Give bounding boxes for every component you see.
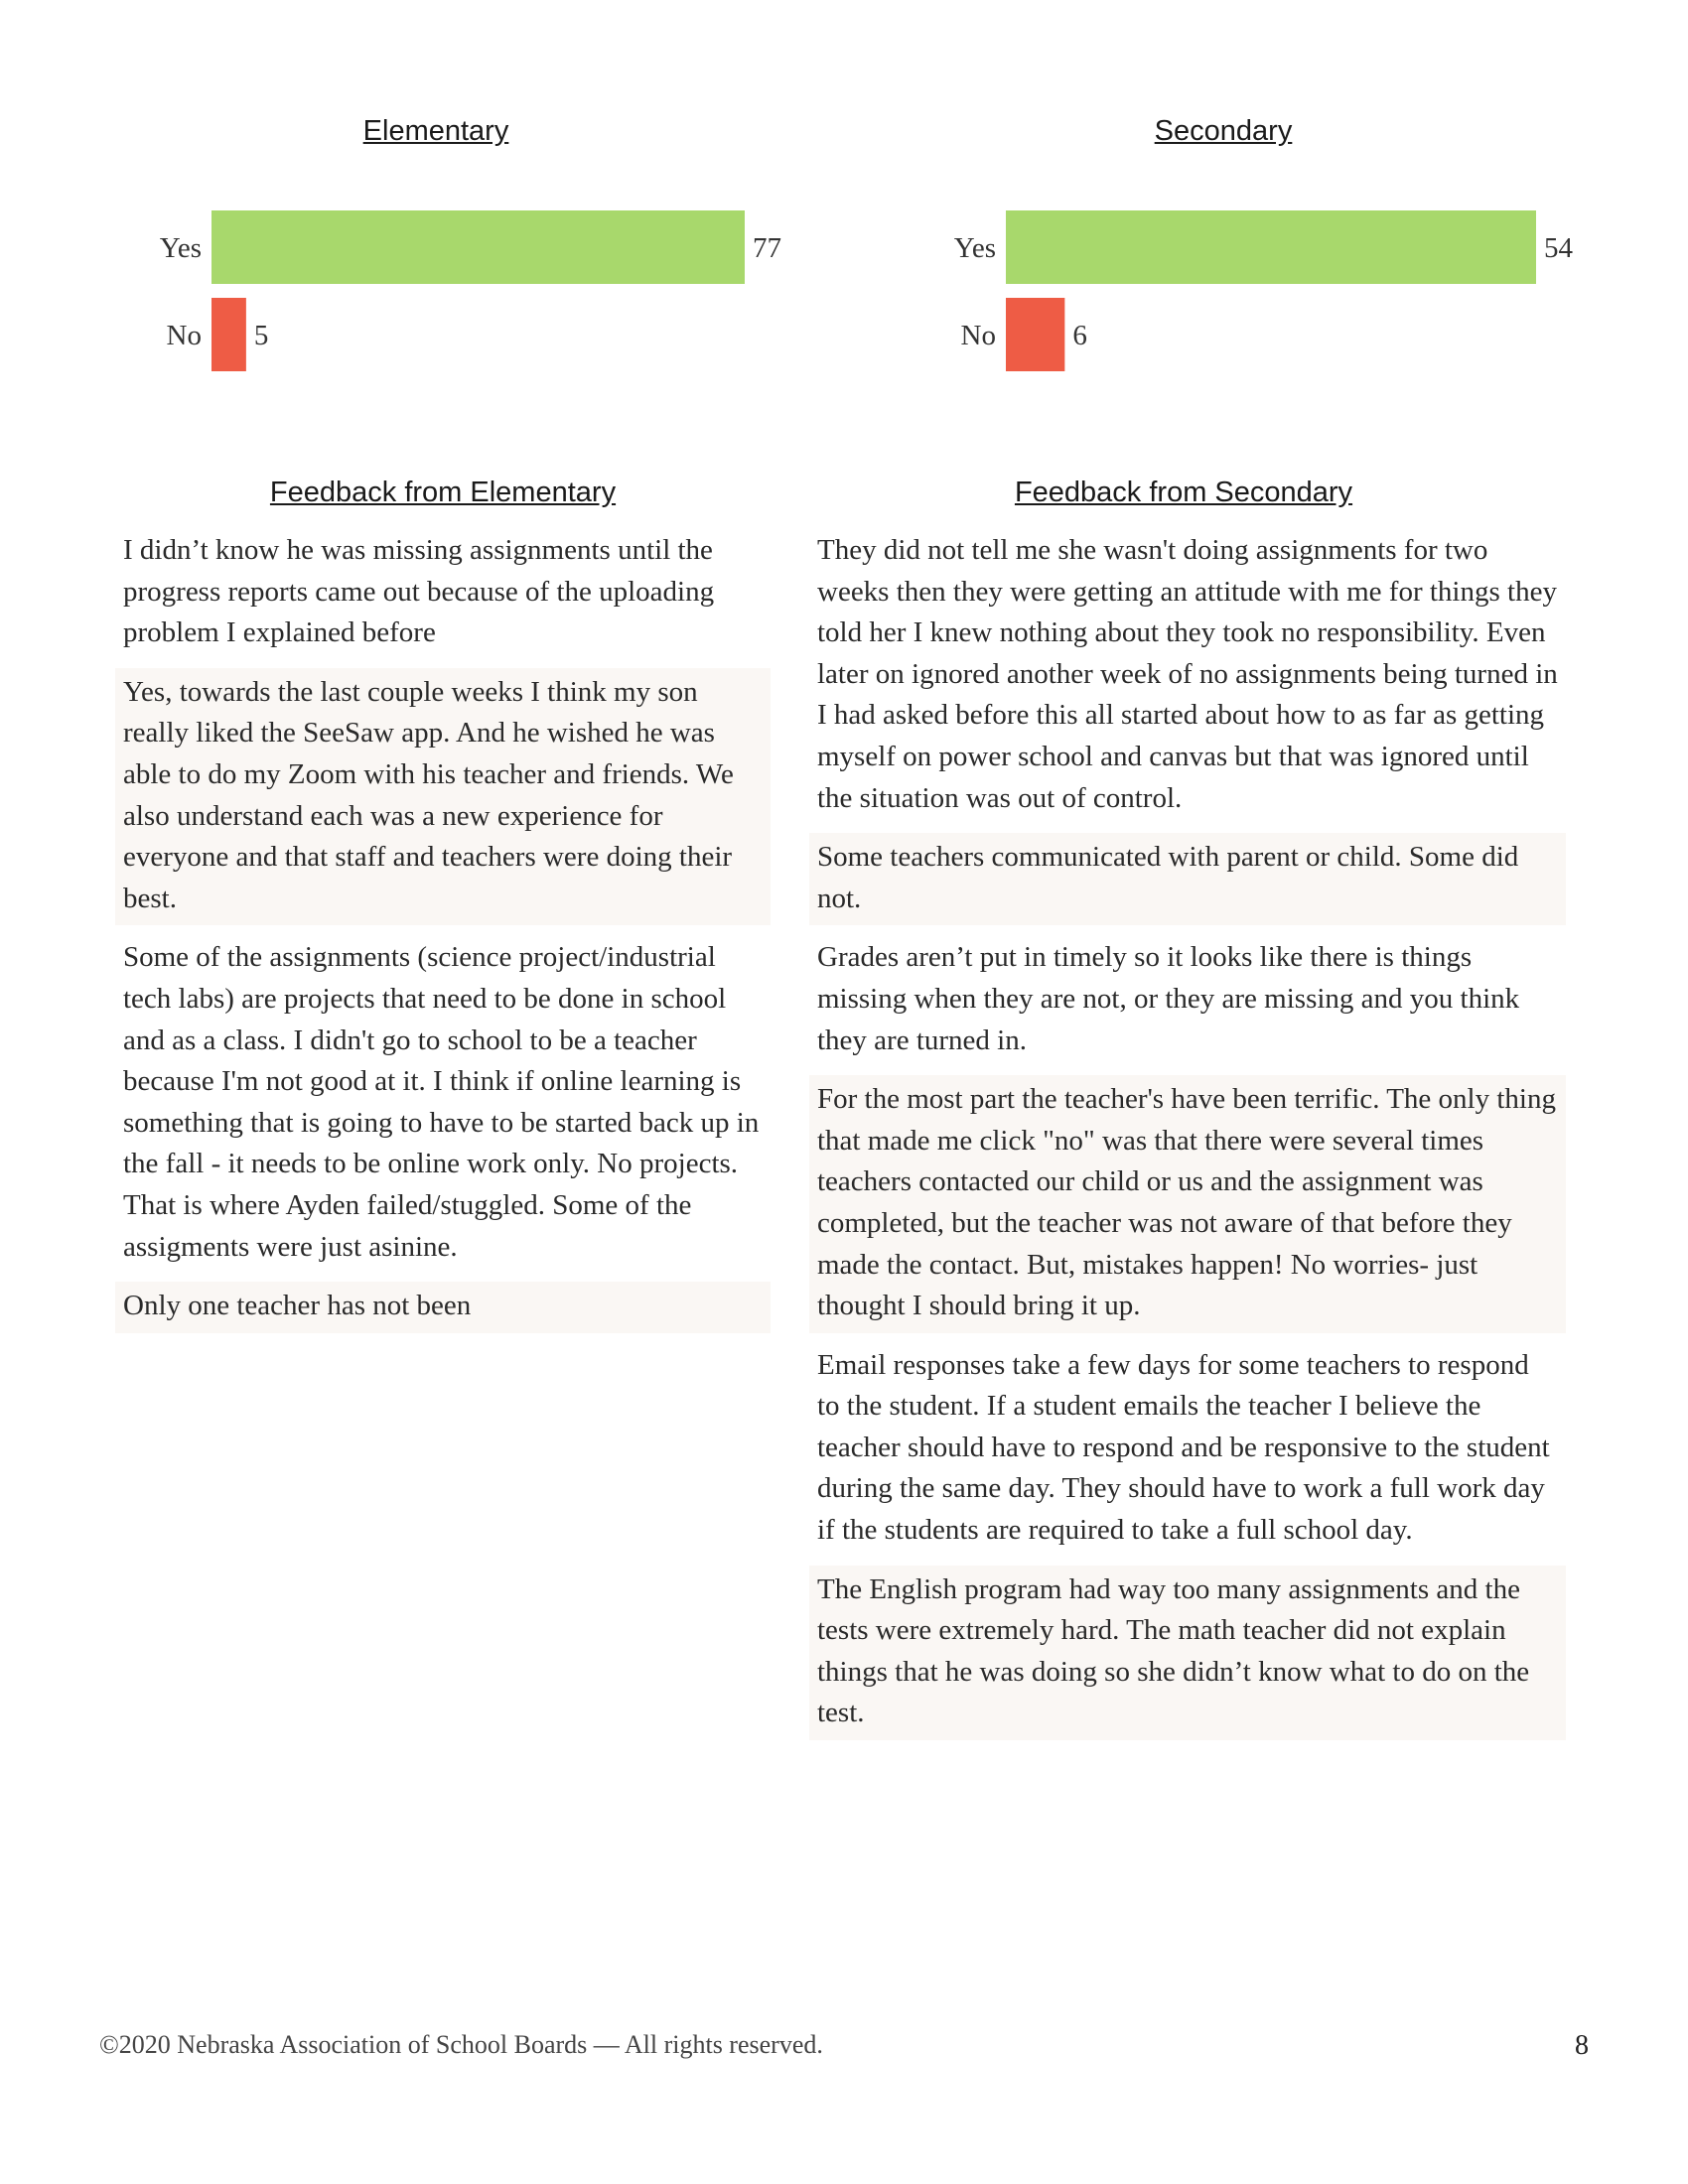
copyright-footer: ©2020 Nebraska Association of School Boards — All rights reserved. <box>99 2030 823 2059</box>
value-label-yes: 77 <box>753 232 781 264</box>
feedback-entry: They did not tell me she wasn't doing assignments for two weeks then they were getting an attitude with me for things they told her I knew nothing about they took no responsibility. Even later on ignored another week of no assignments being turned in I had asked before this all started about how to as far as getting myself on power school and canvas but that was ignored until the situation was out of control. <box>817 534 1558 814</box>
bar-yes <box>211 210 745 284</box>
feedback-elementary-list <box>115 526 771 1341</box>
feedback-entry: Only one teacher has not been <box>115 1282 771 1333</box>
feedback-entry: Email responses take a few days for some teachers to respond to the student. If a student emails the teacher I believe the teacher should have to respond and be responsive to the student during the same day. They should have to work a full work day if the students are required to take a full school day. <box>817 1348 1550 1547</box>
secondary-bar-chart <box>894 199 1589 397</box>
feedback-entry: Grades aren’t put in timely so it looks like there is things missing when they are not, or they are missing and you think they are turned in. <box>817 941 1520 1056</box>
feedback-elementary-title: Feedback from Elementary <box>269 477 617 508</box>
feedback-entry: The English program had way too many assignments and the tests were extremely hard. The math teacher did not explain things that he was doing so she didn’t know what to do on the test. <box>809 1566 1566 1740</box>
category-label-no: No <box>960 320 996 351</box>
value-label-no: 6 <box>1072 320 1087 351</box>
chart-title-elementary: Elementary <box>362 115 509 147</box>
bar-no <box>1006 298 1064 371</box>
bar-no <box>211 298 246 371</box>
feedback-entry: I didn’t know he was missing assignments until the progress reports came out because of the uploading problem I explained before <box>123 534 715 649</box>
feedback-entry: Yes, towards the last couple weeks I think my son really liked the SeeSaw app. And he wished he was able to do my Zoom with his teacher and friends. We also understand each was a new experience for everyone and that staff and teachers were doing their best. <box>115 668 771 926</box>
page-number: 8 <box>1575 2030 1589 2061</box>
chart-title-secondary: Secondary <box>1154 115 1293 147</box>
feedback-entry: Some teachers communicated with parent or child. Some did not. <box>809 833 1566 925</box>
elementary-chart-svg <box>99 199 794 397</box>
bar-yes <box>1006 210 1536 284</box>
feedback-secondary-list <box>809 526 1566 1748</box>
value-label-no: 5 <box>253 320 269 351</box>
elementary-bar-chart <box>99 199 794 397</box>
value-label-yes: 54 <box>1544 232 1573 264</box>
feedback-entry: Some of the assignments (science project/industrial tech labs) are projects that need to be done in school and as a class. I didn't go to school to be a teacher because I'm not good at it. I think if online learning is something that is going to have to be started back up in the fall - it needs to be online work only. No projects. That is where Ayden failed/stuggled. Some of the assigments were just asinine. <box>123 941 760 1263</box>
category-label-no: No <box>166 320 202 351</box>
category-label-yes: Yes <box>159 232 202 264</box>
feedback-secondary-title: Feedback from Secondary <box>1014 477 1353 508</box>
category-label-yes: Yes <box>953 232 996 264</box>
feedback-entry: For the most part the teacher's have been terrific. The only thing that made me click "no" was that there were several times teachers contacted our child or us and the assignment was completed, but the teacher was not aware of that before they made the contact. But, mistakes happen! No worries- just thought I should bring it up. <box>809 1075 1566 1333</box>
secondary-chart-svg <box>894 199 1589 397</box>
